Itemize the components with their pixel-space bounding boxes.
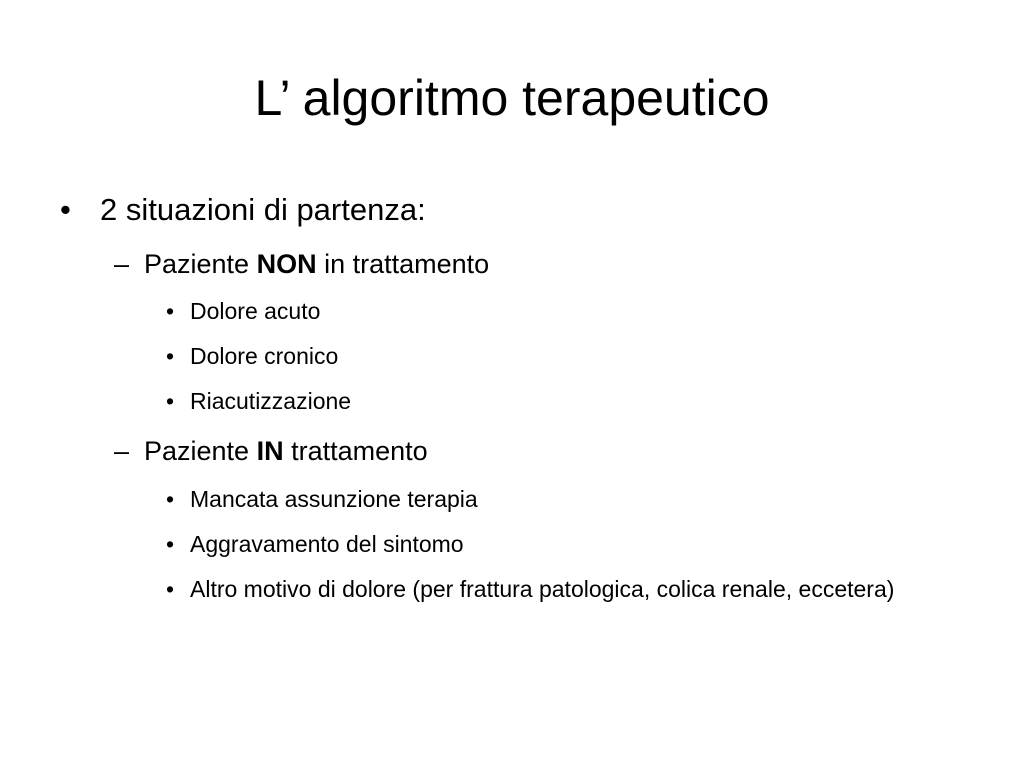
list-item-strong: IN [256, 436, 284, 466]
list-item-text: 2 situazioni di partenza: [100, 192, 426, 227]
list-item-text: Aggravamento del sintomo [190, 531, 464, 557]
bullet-dot-icon: • [166, 531, 175, 557]
list-item-strong: NON [256, 249, 317, 279]
list-item-text: Riacutizzazione [190, 388, 352, 414]
bullet-dot-icon: • [60, 192, 71, 227]
list-item-text: Altro motivo di dolore (per frattura patologica, colica renale, eccetera) [190, 576, 895, 602]
bullet-dash-icon: – [114, 249, 130, 279]
bullet-dot-icon: • [166, 388, 175, 414]
bullet-dot-icon: • [166, 486, 175, 512]
list-item-suffix: in trattamento [316, 249, 490, 279]
bullet-dot-icon: • [166, 298, 175, 324]
list-item-text [144, 433, 428, 469]
list-item-text [144, 246, 489, 282]
list-item-text: Dolore cronico [190, 343, 339, 369]
slide-title: L’ algoritmo terapeutico [254, 70, 770, 126]
list-item-text: Dolore acuto [190, 298, 321, 324]
list-item-suffix: trattamento [283, 436, 428, 466]
bullet-dash-icon: – [114, 436, 130, 466]
list-item-prefix: Paziente [144, 249, 257, 279]
bullet-dot-icon: • [166, 343, 175, 369]
list-item-text: Mancata assunzione terapia [190, 486, 478, 512]
list-item-prefix: Paziente [144, 436, 257, 466]
bullet-dot-icon: • [166, 576, 175, 602]
